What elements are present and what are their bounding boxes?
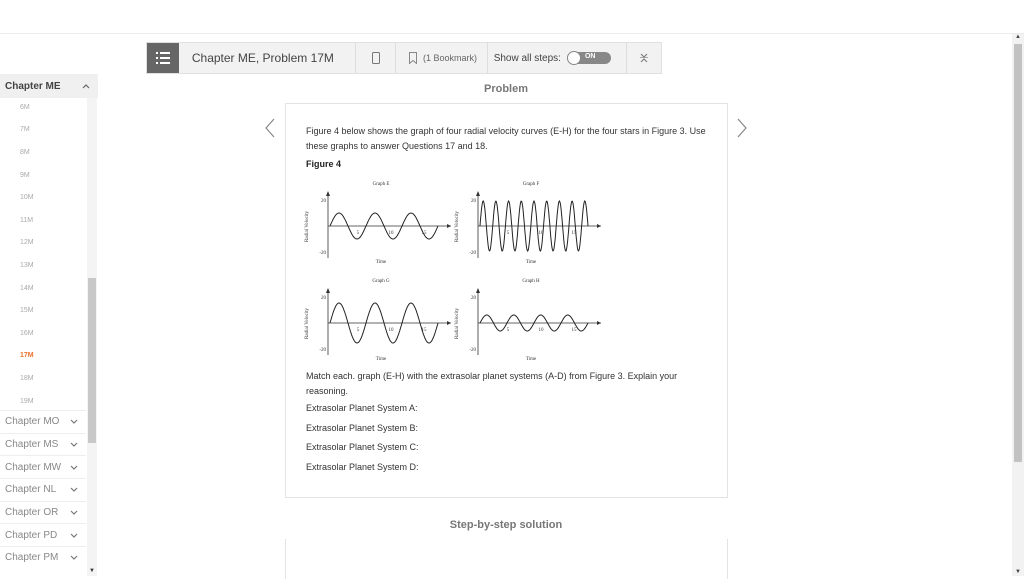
answer-list xyxy=(306,403,419,481)
graph-ylabel: Radial Velocity xyxy=(454,211,460,242)
x-tick-label: 10 xyxy=(388,231,394,236)
radial-velocity-graph xyxy=(456,279,606,374)
sidebar-chapter-item[interactable] xyxy=(0,410,86,433)
x-tick-label: 5 xyxy=(356,231,360,236)
radial-velocity-graph xyxy=(306,182,456,277)
answer-line: Extrasolar Planet System B: xyxy=(306,422,419,433)
problem-question: Match each. graph (E-H) with the extrasolar planet systems (A-D) from Figure 3. Explain your reasoning. xyxy=(306,371,678,396)
top-bar xyxy=(0,0,1024,34)
current-chapter-header[interactable] xyxy=(0,74,98,98)
graph-ylabel: Radial Velocity xyxy=(304,308,310,339)
graph-title: Graph G xyxy=(372,279,390,284)
answer-line: Extrasolar Planet System C: xyxy=(306,442,419,453)
chapter-label: Chapter MO xyxy=(5,416,60,428)
next-problem-button[interactable] xyxy=(734,116,750,140)
sidebar-chapter-item[interactable] xyxy=(0,455,86,478)
graph-xlabel: Time xyxy=(525,357,537,362)
page-scrollbar-thumb[interactable] xyxy=(1014,44,1022,462)
problem-heading: Problem xyxy=(483,83,528,95)
graph-title: Graph E xyxy=(372,182,390,187)
sidebar-problem-item[interactable]: 15M xyxy=(20,307,34,315)
graph-plot xyxy=(456,188,606,268)
graph-ylabel: Radial Velocity xyxy=(304,211,310,242)
sidebar-problem-item[interactable]: 17M xyxy=(20,352,34,360)
chevron-down-icon xyxy=(70,442,78,447)
sidebar-chapter-item[interactable] xyxy=(0,433,86,456)
mobile-icon[interactable] xyxy=(356,43,396,73)
chevron-down-icon xyxy=(70,419,78,424)
x-tick-label: 15 xyxy=(571,328,577,333)
graph-plot xyxy=(456,285,606,365)
x-tick-label: 5 xyxy=(506,231,510,236)
sidebar-scrollbar[interactable] xyxy=(87,98,97,576)
chapter-label: Chapter PM xyxy=(5,552,59,564)
y-tick-label: 20 xyxy=(321,199,326,204)
x-tick-label: 15 xyxy=(421,328,427,333)
show-steps-control xyxy=(488,43,627,73)
answer-line: Extrasolar Planet System D: xyxy=(306,461,419,472)
x-tick-label: 5 xyxy=(506,328,510,333)
graph-title: Graph H xyxy=(522,279,540,284)
chevron-down-icon xyxy=(70,555,78,560)
chapter-label: Chapter NL xyxy=(5,484,57,496)
problem-toolbar xyxy=(146,42,662,74)
chevron-down-icon xyxy=(70,510,78,515)
graph-plot xyxy=(306,188,456,268)
x-tick-label: 15 xyxy=(421,231,427,236)
chevron-down-icon xyxy=(70,533,78,538)
page-scrollbar[interactable] xyxy=(1012,34,1024,576)
toggle-label: ON xyxy=(584,53,596,60)
figure-label: Figure 4 xyxy=(306,159,342,169)
sidebar-problem-item[interactable]: 13M xyxy=(20,261,34,269)
radial-velocity-graph xyxy=(306,279,456,374)
sidebar-problem-item[interactable]: 7M xyxy=(20,126,30,134)
x-tick-label: 10 xyxy=(538,231,544,236)
sidebar-problem-item[interactable]: 8M xyxy=(20,148,30,156)
previous-problem-button[interactable] xyxy=(262,116,278,140)
sidebar-chapter-item[interactable] xyxy=(0,523,86,546)
sidebar-problem-item[interactable]: 9M xyxy=(20,171,30,179)
y-tick-label: -20 xyxy=(469,348,476,353)
sidebar-problem-item[interactable]: 19M xyxy=(20,397,34,405)
scroll-up-icon[interactable]: ▲ xyxy=(1015,34,1021,40)
chevron-right-icon xyxy=(737,118,747,138)
current-chapter-label: Chapter ME xyxy=(5,80,61,92)
y-tick-label: -20 xyxy=(319,348,326,353)
bookmark-label: (1 Bookmark) xyxy=(423,53,478,63)
collapse-icon[interactable] xyxy=(627,43,661,73)
problem-list xyxy=(0,96,86,412)
x-tick-label: 5 xyxy=(356,328,360,333)
sidebar-problem-item[interactable]: 12M xyxy=(20,239,34,247)
y-tick-label: 20 xyxy=(471,199,476,204)
graph-xlabel: Time xyxy=(375,357,387,362)
problem-intro: Figure 4 below shows the graph of four radial velocity curves (E-H) for the four stars in Figure 3. Use these graphs to answer Questions 17 and 18. xyxy=(306,126,706,151)
sidebar-problem-item[interactable]: 10M xyxy=(20,194,34,202)
problem-card xyxy=(285,103,728,498)
bookmark-button[interactable] xyxy=(396,43,488,73)
scroll-down-icon[interactable]: ▼ xyxy=(1015,569,1021,575)
chevron-left-icon xyxy=(265,118,275,138)
y-tick-label: 20 xyxy=(321,296,326,301)
sidebar-scrollbar-thumb[interactable] xyxy=(88,278,96,443)
x-tick-label: 10 xyxy=(388,328,394,333)
chapter-label: Chapter MS xyxy=(5,439,59,451)
chapter-list xyxy=(0,410,86,569)
chevron-down-icon xyxy=(70,465,78,470)
graph-ylabel: Radial Velocity xyxy=(454,308,460,339)
list-icon[interactable] xyxy=(147,43,179,73)
problem-title: Chapter ME, Problem 17M xyxy=(179,43,356,73)
radial-velocity-graph xyxy=(456,182,606,277)
chapter-sidebar xyxy=(0,74,98,576)
show-steps-label: Show all steps: xyxy=(493,52,561,64)
sidebar-problem-item[interactable]: 6M xyxy=(20,103,30,111)
chapter-label: Chapter MW xyxy=(5,461,62,473)
bookmark-icon xyxy=(409,52,417,64)
x-tick-label: 15 xyxy=(571,231,577,236)
graph-plot xyxy=(306,285,456,365)
answer-line: Extrasolar Planet System A: xyxy=(306,403,418,413)
show-steps-toggle[interactable] xyxy=(567,52,611,64)
sidebar-problem-item[interactable]: 14M xyxy=(20,284,34,292)
sidebar-chapter-item[interactable] xyxy=(0,478,86,501)
graph-title: Graph F xyxy=(522,182,540,187)
solution-heading: Step-by-step solution xyxy=(449,519,563,531)
chapter-label: Chapter PD xyxy=(5,529,58,541)
chapter-label: Chapter OR xyxy=(5,507,59,519)
sidebar-problem-item[interactable]: 18M xyxy=(20,374,34,382)
chevron-down-icon xyxy=(70,487,78,492)
chevron-up-icon xyxy=(82,84,90,89)
sidebar-problem-item[interactable]: 16M xyxy=(20,329,34,337)
y-tick-label: -20 xyxy=(469,251,476,256)
y-tick-label: 20 xyxy=(471,296,476,301)
toggle-knob xyxy=(567,51,581,65)
sidebar-chapter-item[interactable] xyxy=(0,546,86,569)
sidebar-problem-item[interactable]: 11M xyxy=(20,216,34,224)
graph-xlabel: Time xyxy=(375,260,387,265)
solution-card xyxy=(285,539,728,579)
graph-xlabel: Time xyxy=(525,260,537,265)
sidebar-chapter-item[interactable] xyxy=(0,501,86,524)
scroll-down-icon[interactable]: ▼ xyxy=(89,568,95,574)
y-tick-label: -20 xyxy=(319,251,326,256)
x-tick-label: 10 xyxy=(538,328,544,333)
